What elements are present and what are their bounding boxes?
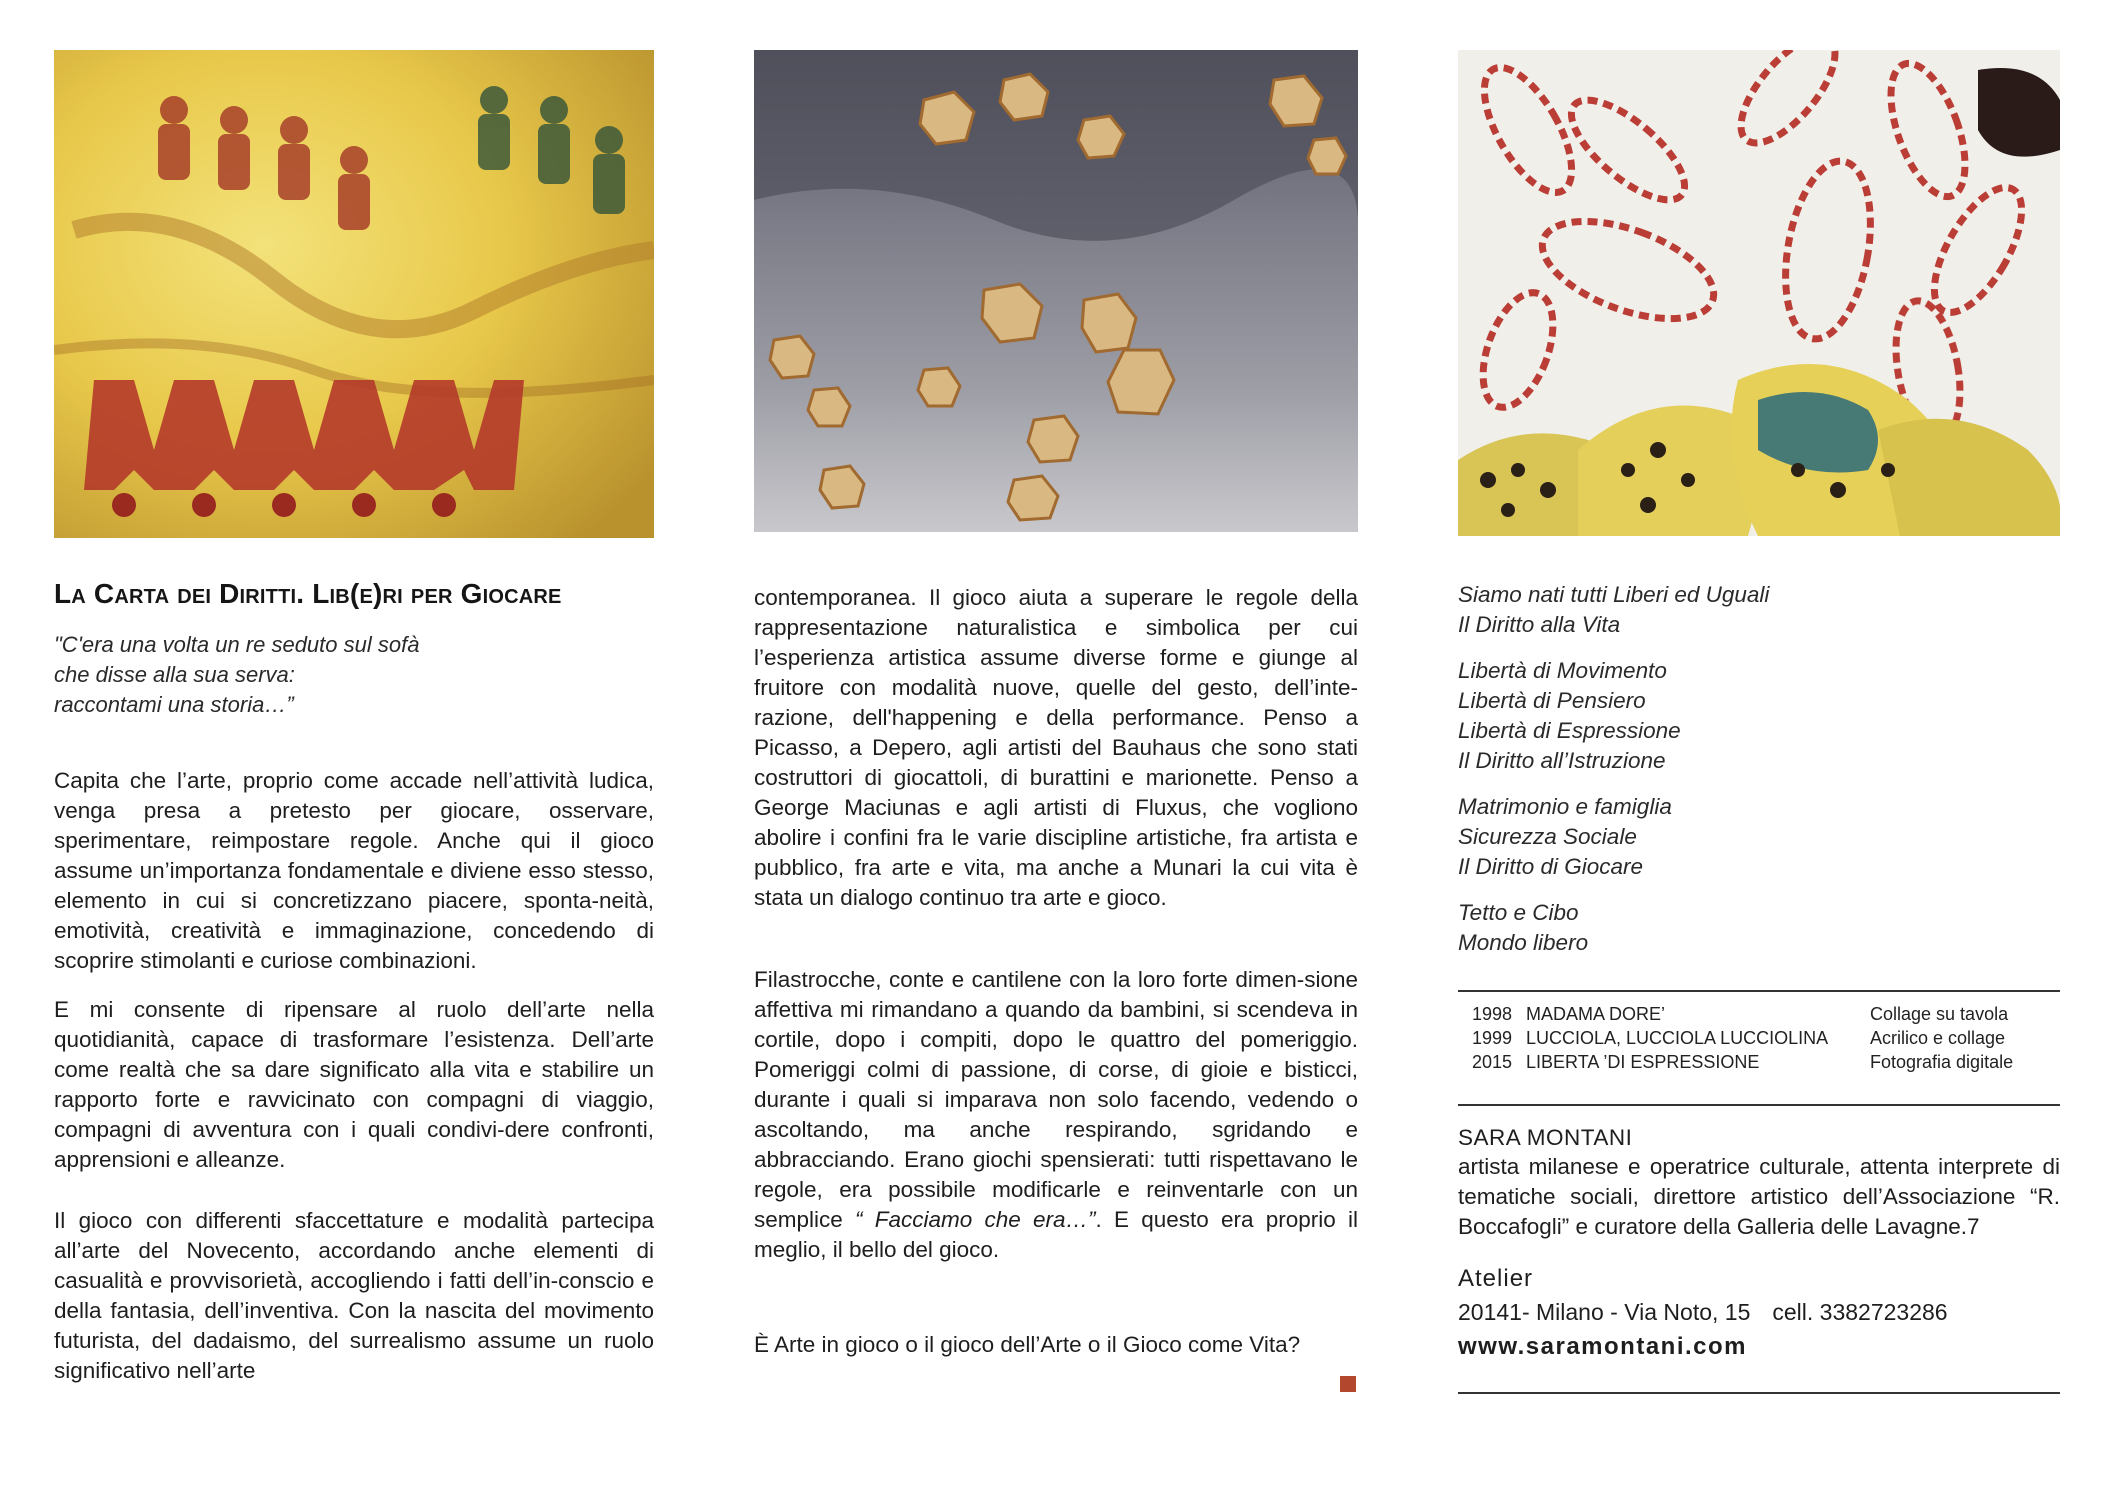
quote-line: raccontami una storia…” [54,692,294,717]
quoted-phrase: “ Facciamo che era…” [855,1207,1096,1232]
closing-question: È Arte in gioco o il gioco dell’Arte o il Gioco come Vita? [754,1332,1301,1357]
right-item: Mondo libero [1458,930,1589,955]
work-year: 1999 [1472,1028,1513,1048]
right-item: Il Diritto alla Vita [1458,612,1621,637]
right-item: Il Diritto di Giocare [1458,854,1644,879]
divider [1458,1392,2060,1394]
right-item: Siamo nati tutti Liberi ed Uguali [1458,582,1770,607]
work-title: LUCCIOLA, LUCCIOLA LUCCIOLINA [1526,1028,1829,1048]
quote-line: che disse alla sua serva: [54,662,295,687]
paragraph: E mi consente di ripensare al ruolo dell’arte nella quotidianità, capace di trasformare l’esistenza. Dell’arte come realtà che sa dare significato alla vita e stabilire un rapporto forte e ravvicinato con compagni di viaggio, compagni di avventura con i quali condivi-dere confronti, apprensioni e alleanze. [54,997,654,1172]
rights-group [1458,898,2060,958]
atelier-address-line [1458,1297,1948,1327]
divider [1458,1104,2060,1106]
paragraph: Il gioco con differenti sfaccettature e modalità partecipa all’arte del Novecento, accordando anche elementi di casualità e provvisorietà, accogliendo i fatti dell’in-conscio e della fantasia, dell’inventiva. Con la nascita del movimento futurista, del dadaismo, del surrealismo assume un ruolo significativo nell’arte [54,1208,654,1383]
right-item: Libertà di Espressione [1458,718,1681,743]
work-year: 2015 [1472,1052,1513,1072]
right-item: Libertà di Movimento [1458,658,1667,683]
website-link[interactable]: www.saramontani.com [1458,1333,1748,1360]
paragraph [754,965,1358,1265]
end-mark-square [1340,1376,1356,1392]
right-item: Matrimonio e famiglia [1458,794,1672,819]
artist-bio: artista milanese e operatrice culturale, attenta interprete di tematiche sociali, direttore artistico dell’Associazione “R. Boccafogli” e curatore della Galleria delle Lavagne.7 [1458,1154,2060,1239]
artwork-madama-dore [54,50,654,538]
artwork-lucciola [754,50,1358,532]
brochure-title: La Carta dei Diritti. Lib(e)ri per Giocare [54,578,562,609]
artist-name: SARA MONTANI [1458,1125,1633,1150]
opening-quote [54,630,654,720]
atelier-address: 20141- Milano - Via Noto, 15 [1458,1299,1751,1325]
work-year: 1998 [1472,1004,1513,1024]
atelier-phone: cell. 3382723286 [1772,1299,1948,1325]
rights-group [1458,580,2060,640]
rights-group [1458,792,2060,882]
rights-group [1458,656,2060,776]
divider [1458,990,2060,992]
work-technique: Fotografia digitale [1870,1052,2014,1072]
work-title: MADAMA DORE’ [1526,1004,1666,1024]
atelier-label: Atelier [1458,1265,1534,1292]
works-list [1472,1002,2060,1074]
right-item: Sicurezza Sociale [1458,824,1637,849]
artwork-liberta-di-espressione [1458,50,2060,536]
right-item: Tetto e Cibo [1458,900,1579,925]
rights-list [1458,580,2060,974]
right-item: Libertà di Pensiero [1458,688,1646,713]
work-title: LIBERTA ’DI ESPRESSIONE [1526,1052,1760,1072]
paragraph-text: . E questo era proprio il meglio, il bello del gioco. [754,1207,1358,1262]
work-row [1472,1026,2060,1050]
right-item: Il Diritto all’Istruzione [1458,748,1666,773]
paragraph: contemporanea. Il gioco aiuta a superare le regole della rappresentazione naturalistica e simbolica per cui l’esperienza artistica assume diverse forme e giunge al fruitore con modalità nuove, quelle del gesto, dell’inte-razione, dell'happening e della performance. Penso a Picasso, a Depero, agli artisti del Bauhaus che sono stati costruttori di giocattoli, di burattini e marionette. Penso a George Maciunas e agli artisti di Fluxus, che vogliono abolire i confini fra le varie discipline artistiche, fra artista e pubblico, fra arte e vita, ma anche a Munari la cui vita è stata un dialogo continuo tra arte e gioco. [754,585,1358,910]
quote-line: "C'era una volta un re seduto sul sofà [54,632,420,657]
work-technique: Collage su tavola [1870,1004,2009,1024]
paragraph: Capita che l’arte, proprio come accade nell’attività ludica, venga presa a pretesto per giocare, osservare, sperimentare, reimpostare regole. Anche qui il gioco assume un’importanza fondamentale e diviene esso stesso, elemento in cui si concretizzano piacere, sponta-neità, emotività, creatività e immaginazione, concedendo di scoprire stimolanti e curiose combinazioni. [54,768,654,973]
paragraph-text: Filastrocche, conte e cantilene con la loro forte dimen-sione affettiva mi rimandano a quando da bambini, si scendeva in cortile, dopo i compiti, dopo le quattro del pomeriggio. Pomeriggi colmi di passione, di corse, di gioie e bisticci, durante i quali si imparava non solo facendo, vedendo o ascoltando, ma anche respirando, sgridando e abbracciando. Erano giochi spensierati: tutti rispettavano le regole, era possibile modificarle e reinventarle con un semplice [754,967,1358,1232]
work-row [1472,1050,2060,1074]
work-technique: Acrilico e collage [1870,1028,2006,1048]
work-row [1472,1002,2060,1026]
